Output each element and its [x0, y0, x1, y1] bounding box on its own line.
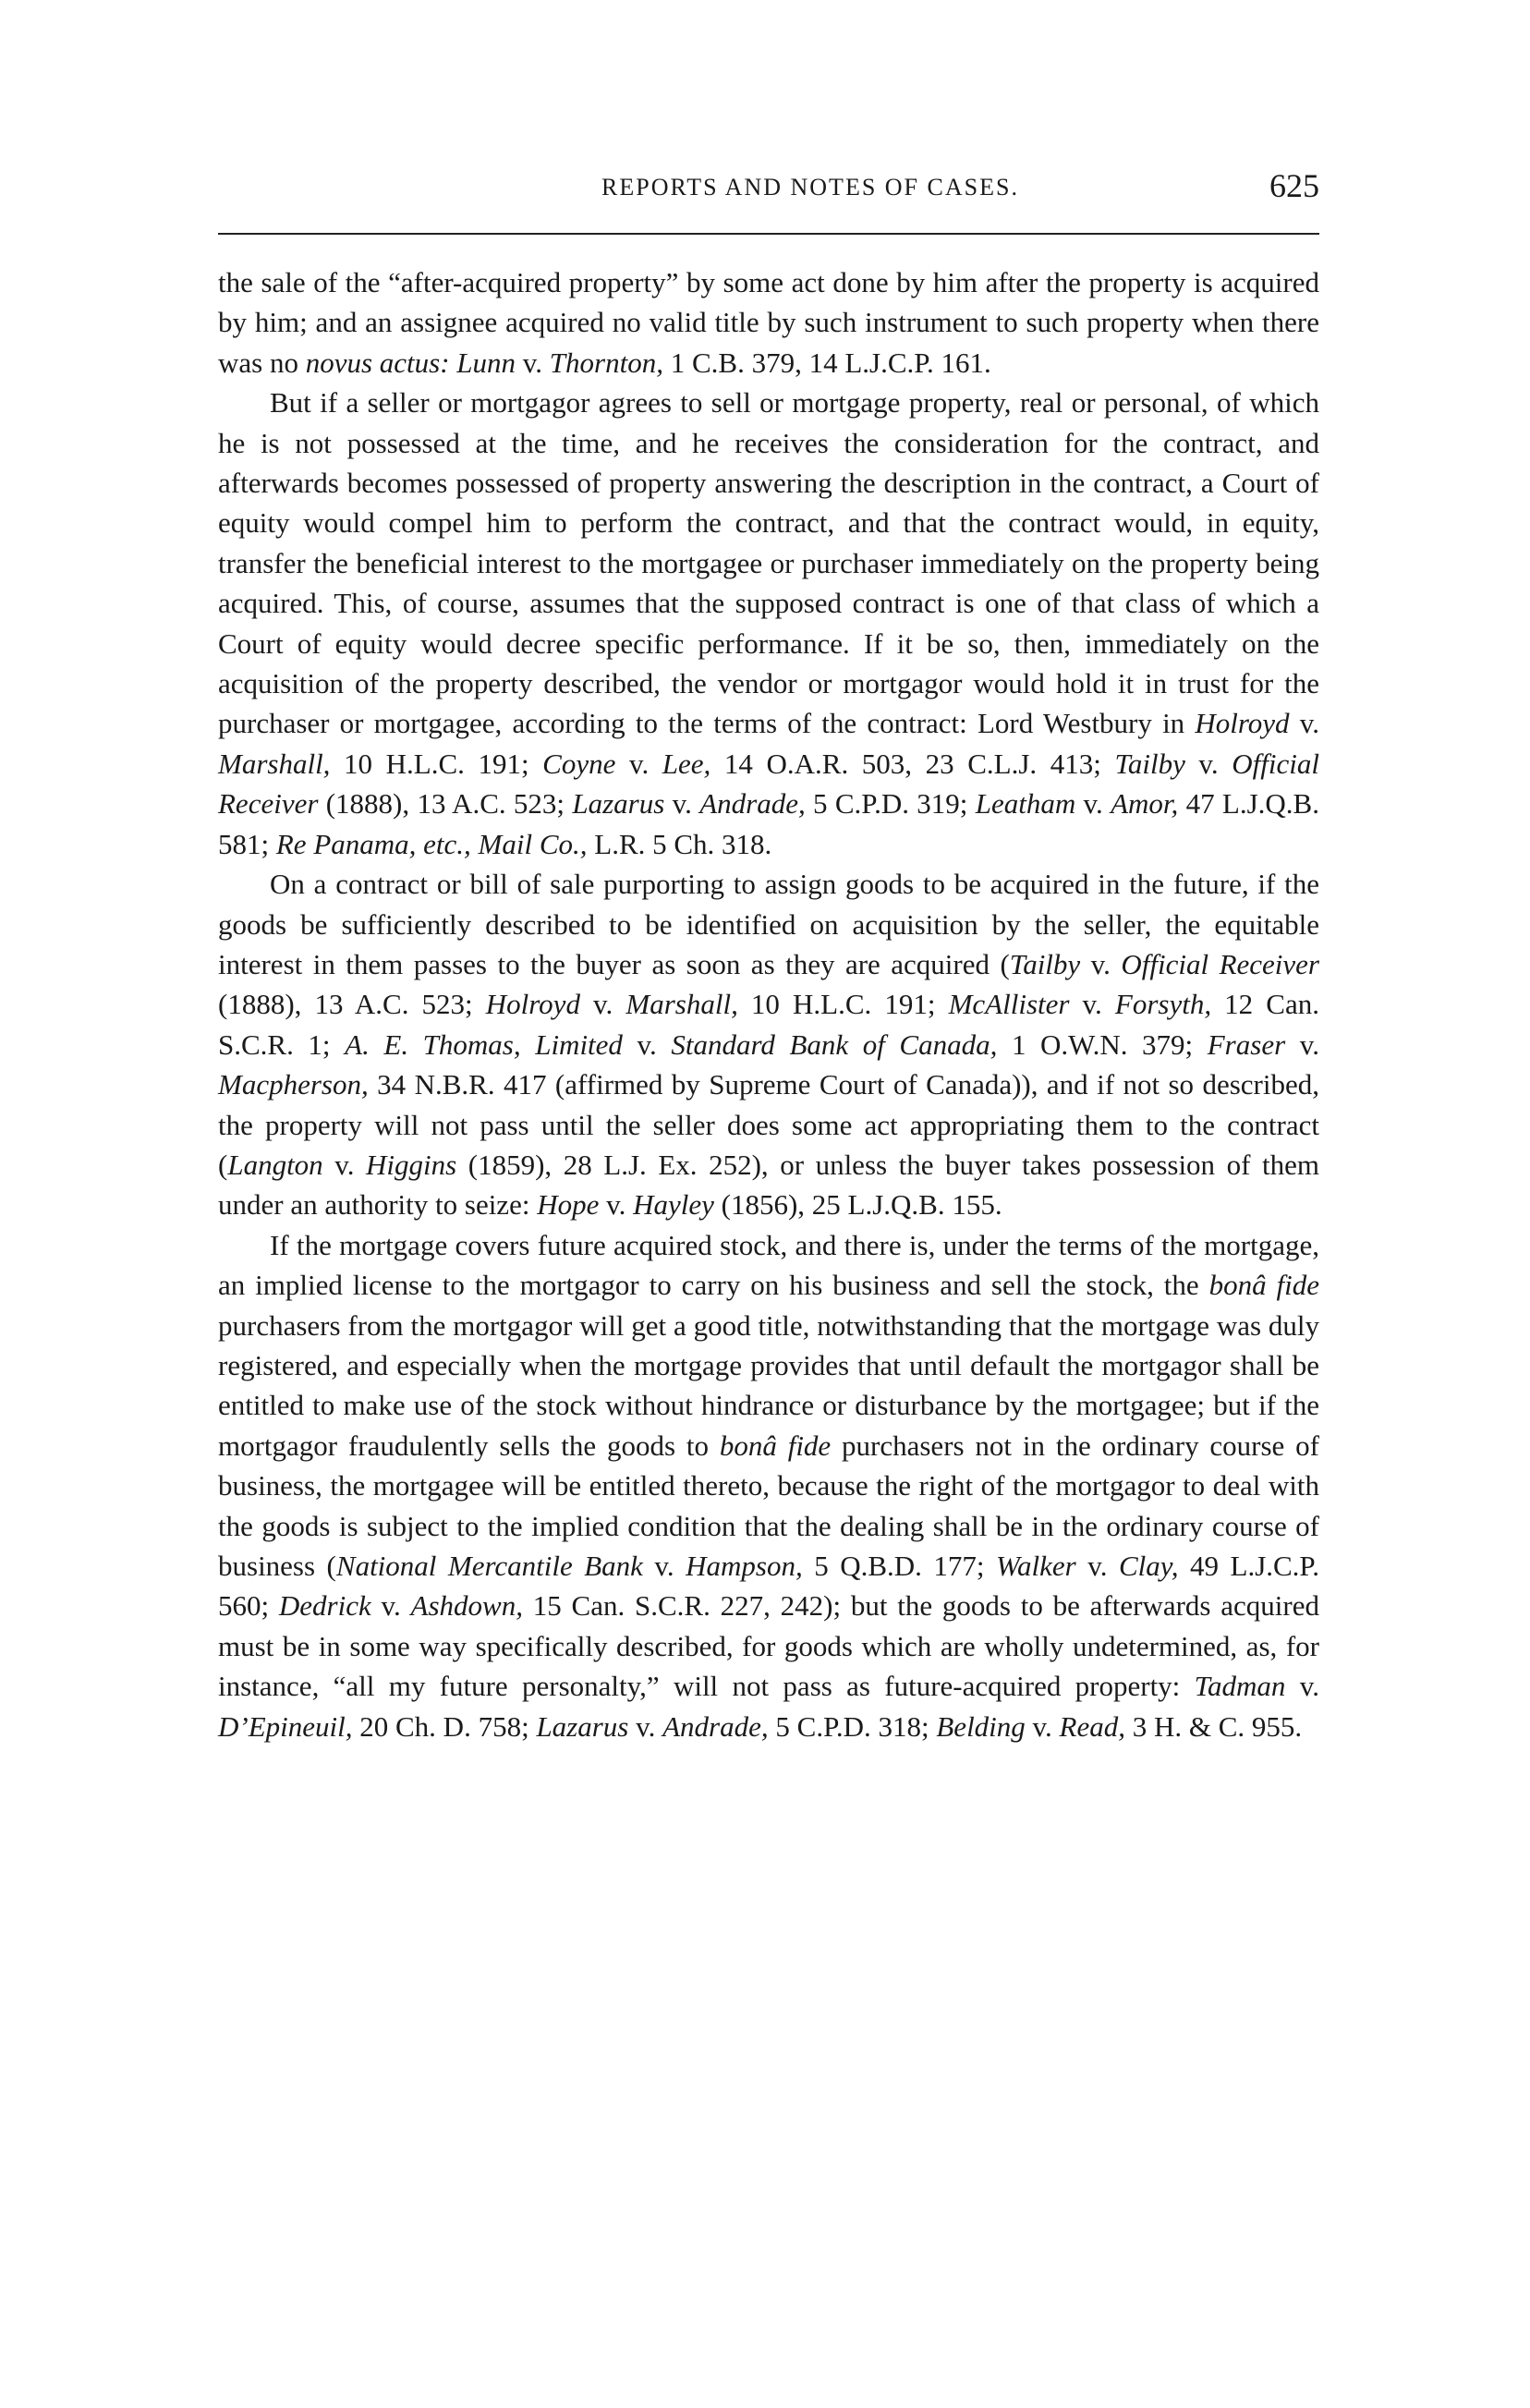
text-run: 12 Can. S.C.R. 1; [218, 988, 1319, 1061]
text-run: v. [1285, 1670, 1319, 1703]
case-citation-italic: Official Receiver [1121, 947, 1319, 980]
case-citation-italic: Andrade, [699, 787, 806, 821]
case-citation-italic: Read, [1059, 1709, 1125, 1743]
case-citation-italic: Official Receiver [218, 747, 1319, 821]
text-run: 1 O.W.N. 379; [997, 1028, 1208, 1061]
case-citation-italic: Higgins [366, 1148, 457, 1181]
header-rule [218, 233, 1319, 235]
text-run: v. [516, 346, 550, 379]
text-run: 5 C.P.D. 318; [768, 1709, 937, 1743]
text-run: 5 Q.B.D. 177; [802, 1550, 997, 1582]
text-run: the sale of the “after-acquired property” by some act done by him after the property is acquired by him; and an assignee acquired no valid title by such instrument to such property when there was no [218, 266, 1319, 379]
text-run: (1888), 13 A.C. 523; [318, 787, 573, 821]
case-citation-italic: Holroyd [485, 988, 580, 1021]
case-citation-italic: bonâ fide [719, 1429, 832, 1462]
case-citation-italic: Re Panama, etc., Mail Co., [275, 827, 588, 860]
case-citation-italic: Holroyd [1195, 707, 1290, 740]
text-run: On a contract or bill of sale purporting to assign goods to be acquired in the future, if the goods be sufficiently described to be identified on acquisition by the seller, the equitable interest in them passes to the buyer as soon as they are acquired ( [218, 868, 1319, 980]
case-citation-italic: Hampson, [686, 1550, 803, 1582]
case-citation-italic: Langton [227, 1148, 323, 1181]
case-citation-italic: Dedrick [278, 1589, 371, 1623]
text-run: If the mortgage covers future acquired stock, and there is, under the terms of the mortgage, an implied license to the mortgagor to carry on his business and sell the stock, the [218, 1228, 1319, 1302]
text-run: 5 C.P.D. 319; [805, 787, 976, 821]
text-run: v. [1080, 947, 1122, 980]
text-run: v. [1069, 988, 1115, 1021]
case-citation-italic: Forsyth, [1114, 988, 1212, 1021]
text-run: v. [622, 1028, 672, 1061]
text-run: 15 Can. S.C.R. 227, 242); but the goods to be afterwards acquired must be in some way specifically described, for goods which are wholly undetermined, as, for instance, “all my future personalty,” will not pass as future-acquired property: [218, 1589, 1319, 1703]
case-citation-italic: Ashdown, [410, 1589, 523, 1623]
case-citation-italic: Lazarus [572, 787, 665, 821]
page-number: 625 [1269, 167, 1319, 204]
text-run: v. [1289, 707, 1319, 740]
running-title: REPORTS AND NOTES OF CASES. [601, 174, 1019, 201]
case-citation-italic: Standard Bank of Canada, [671, 1028, 998, 1061]
case-citation-italic: Leatham [975, 787, 1076, 821]
case-citation-italic: National Mercantile Bank [335, 1550, 643, 1582]
text-run: (1888), 13 A.C. 523; [218, 988, 486, 1021]
case-citation-italic: Macpherson, [218, 1068, 369, 1101]
case-citation-italic: Fraser [1207, 1028, 1286, 1061]
text-run: purchasers from the mortgagor will get a good title, notwithstanding that the mortgage was duly registered, and especially when the mortgage provides that until default the mortgagor shall be entitled to make use of the stock without hindrance or disturbance by the mortgagee; but if the mortgagor fraudulently sells the goods to [218, 1308, 1319, 1462]
text-run: v. [370, 1589, 411, 1623]
text-run: 1 C.B. 379, 14 L.J.C.P. 161. [662, 346, 991, 379]
case-citation-italic: Walker [996, 1550, 1076, 1582]
case-citation-italic: Andrade, [662, 1709, 769, 1743]
text-run: 47 L.J.Q.B. 581; [218, 787, 1319, 860]
text-run: v. [1075, 787, 1111, 821]
text-run: (1856), 25 L.J.Q.B. 155. [713, 1188, 1002, 1222]
case-citation-italic: Lee, [662, 747, 711, 780]
case-citation-italic: Hope [537, 1188, 600, 1222]
paragraph-3 [218, 864, 1319, 1225]
body-text [218, 262, 1319, 1746]
text-run: 14 O.A.R. 503, 23 C.L.J. 413; [710, 747, 1115, 780]
text-run: v. [599, 1188, 634, 1222]
text-run: 10 H.L.C. 191; [737, 988, 949, 1021]
text-run: v. [628, 1709, 663, 1743]
text-run: L.R. 5 Ch. 318. [587, 827, 772, 860]
case-citation-italic: Clay, [1118, 1550, 1179, 1582]
case-citation-italic: Tadman [1194, 1670, 1286, 1703]
text-run: 10 H.L.C. 191; [330, 747, 543, 780]
paragraph-2 [218, 383, 1319, 864]
case-citation-italic: Tailby [1114, 747, 1185, 780]
text-run: v. [642, 1550, 686, 1582]
text-run: v. [664, 787, 700, 821]
case-citation-italic: Thornton, [549, 346, 663, 379]
text-run: 20 Ch. D. 758; [352, 1709, 537, 1743]
text-run: But if a seller or mortgagor agrees to sell or mortgage property, real or personal, of which he is not possessed at the time, and he receives the consideration for the contract, and afterwards becomes possessed of property answering the description in the contract, a Court of equity would compel him to perform the contract, and that the contract would, in equity, transfer the beneficial interest to the mortgagee or purchaser immediately on the property being acquired. This, of course, assumes that the supposed contract is one of that class of which a Court of equity would decree specific performance. If it be so, then, immediately on the acquisition of the property described, the vendor or mortgagor would hold it in trust for the purchaser or mortgagee, according to the terms of the contract: Lord Westbury in [218, 386, 1319, 740]
case-citation-italic: McAllister [948, 988, 1070, 1021]
case-citation-italic: D’Epineuil, [218, 1709, 353, 1743]
text-run: 34 N.B.R. 417 (affirmed by Supreme Court of Canada)), and if not so described, the property will not pass until the seller does some act appropriating them to the contract ( [218, 1068, 1319, 1181]
case-citation-italic: Tailby [1009, 947, 1081, 980]
case-citation-italic: Marshall, [218, 747, 331, 780]
text-run: 49 L.J.C.P. 560; [218, 1550, 1319, 1623]
text-run: v. [579, 988, 626, 1021]
text-run: 3 H. & C. 955. [1125, 1709, 1303, 1743]
running-head [218, 166, 1319, 213]
paragraph-1 [218, 262, 1319, 383]
text-run: v. [615, 747, 662, 780]
text-run: v. [1285, 1028, 1319, 1061]
case-citation-italic: Lazarus [536, 1709, 629, 1743]
case-citation-italic: bonâ fide [1208, 1269, 1319, 1302]
text-run: (1859), 28 L.J. Ex. 252), or unless the buyer takes possession of them under an authority to seize: [218, 1148, 1319, 1222]
case-citation-italic: A. E. Thomas, Limited [345, 1028, 623, 1061]
case-citation-italic: Hayley [633, 1188, 714, 1222]
text-run: v. [1025, 1709, 1060, 1743]
paragraph-4 [218, 1225, 1319, 1746]
case-citation-italic: Belding [936, 1709, 1026, 1743]
case-citation-italic: Amor, [1111, 787, 1179, 821]
case-citation-italic: novus actus: Lunn [305, 346, 516, 379]
case-citation-italic: Coyne [542, 747, 616, 780]
text-run: v. [1075, 1550, 1119, 1582]
text-run: v. [1184, 747, 1232, 780]
case-citation-italic: Marshall, [625, 988, 738, 1021]
text-run: purchasers not in the ordinary course of business, the mortgagee will be entitled thereto, because the right of the mortgagor to deal with the goods is subject to the implied condition that the dealing shall be in the ordinary course of business ( [218, 1429, 1319, 1582]
text-run: v. [322, 1148, 367, 1181]
